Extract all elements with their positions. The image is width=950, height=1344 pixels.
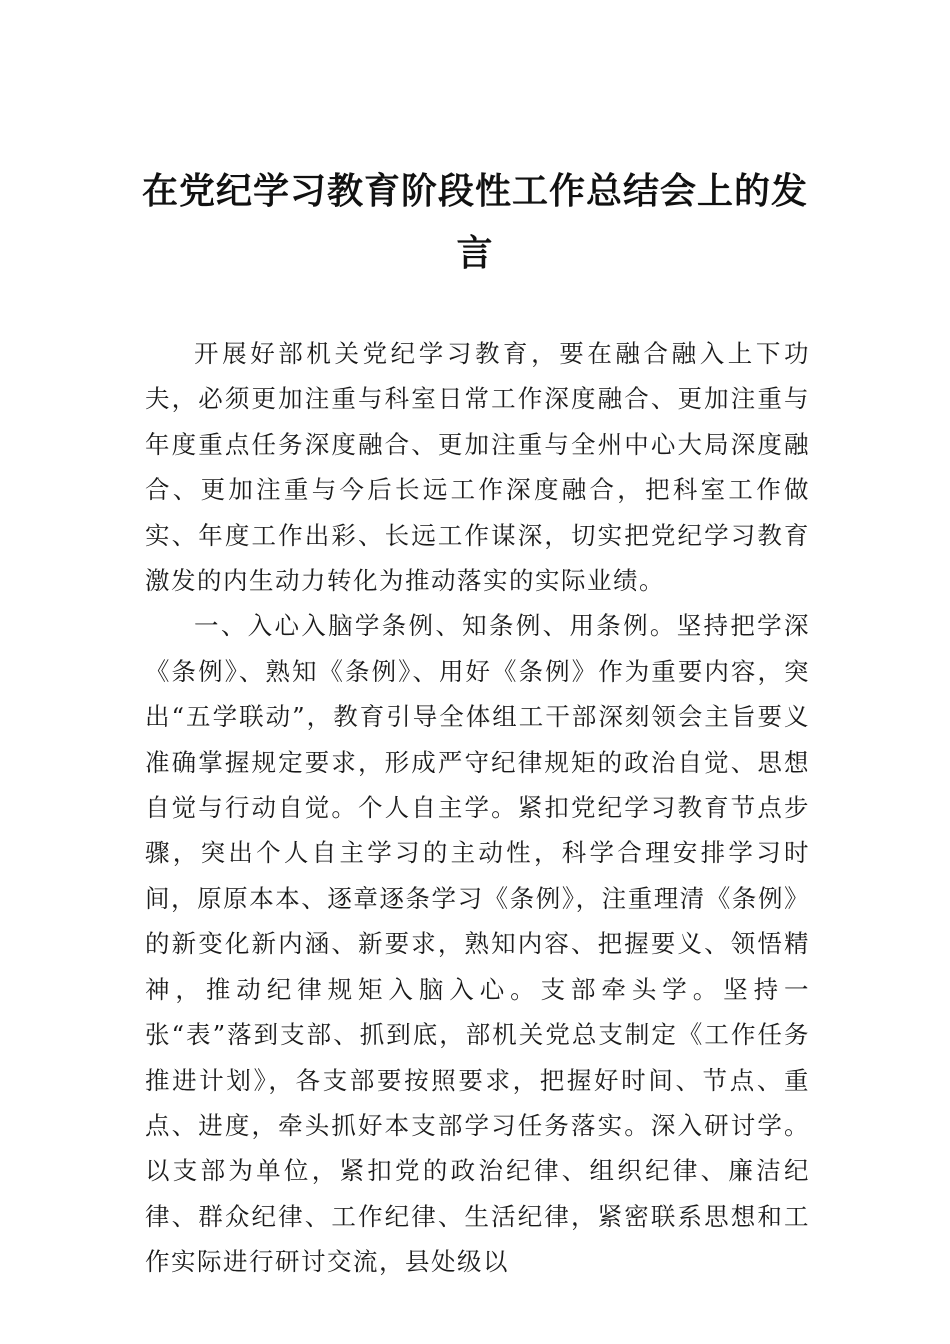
document-title: 在党纪学习教育阶段性工作总结会上的发言 — [141, 170, 808, 274]
paragraph-section-one: 一、入心入脑学条例、知条例、用条例。坚持把学深《条例》、熟知《条例》、用好《条例》作为重要内容，突出“五学联动”，教育引导全体组工干部深刻领会主旨要义准确掌握规定要求，形成严守纪律规矩的政治自觉、思想自觉与行动自觉。个人自主学。紧扣党纪学习教育节点步骤，突出个人自主学习的主动性，科学合理安排学习时间，原原本本、逐章逐条学习《条例》，注重理清《条例》的新变化新内涵、新要求，熟知内容、把握要义、领悟精神，推动纪律规矩入脑入心。支部牵头学。坚持一张“表”落到支部、抓到底，部机关党总支制定《工作任务推进计划》，各支部要按照要求，把握好时间、节点、重点、进度，牵头抓好本支部学习任务落实。深入研讨学。以支部为单位，紧扣党的政治纪律、组织纪律、廉洁纪律、群众纪律、工作纪律、生活纪律，紧密联系思想和工作实际进行研讨交流，县处级以 — [145, 611, 810, 1277]
document-body — [145, 331, 810, 1285]
paragraph-intro: 开展好部机关党纪学习教育，要在融合融入上下功夫，必须更加注重与科室日常工作深度融合、更加注重与年度重点任务深度融合、更加注重与全州中心大局深度融合、更加注重与今后长远工作深度融合，把科室工作做实、年度工作出彩、长远工作谋深，切实把党纪学习教育激发的内生动力转化为推动落实的实际业绩。 — [145, 339, 810, 596]
